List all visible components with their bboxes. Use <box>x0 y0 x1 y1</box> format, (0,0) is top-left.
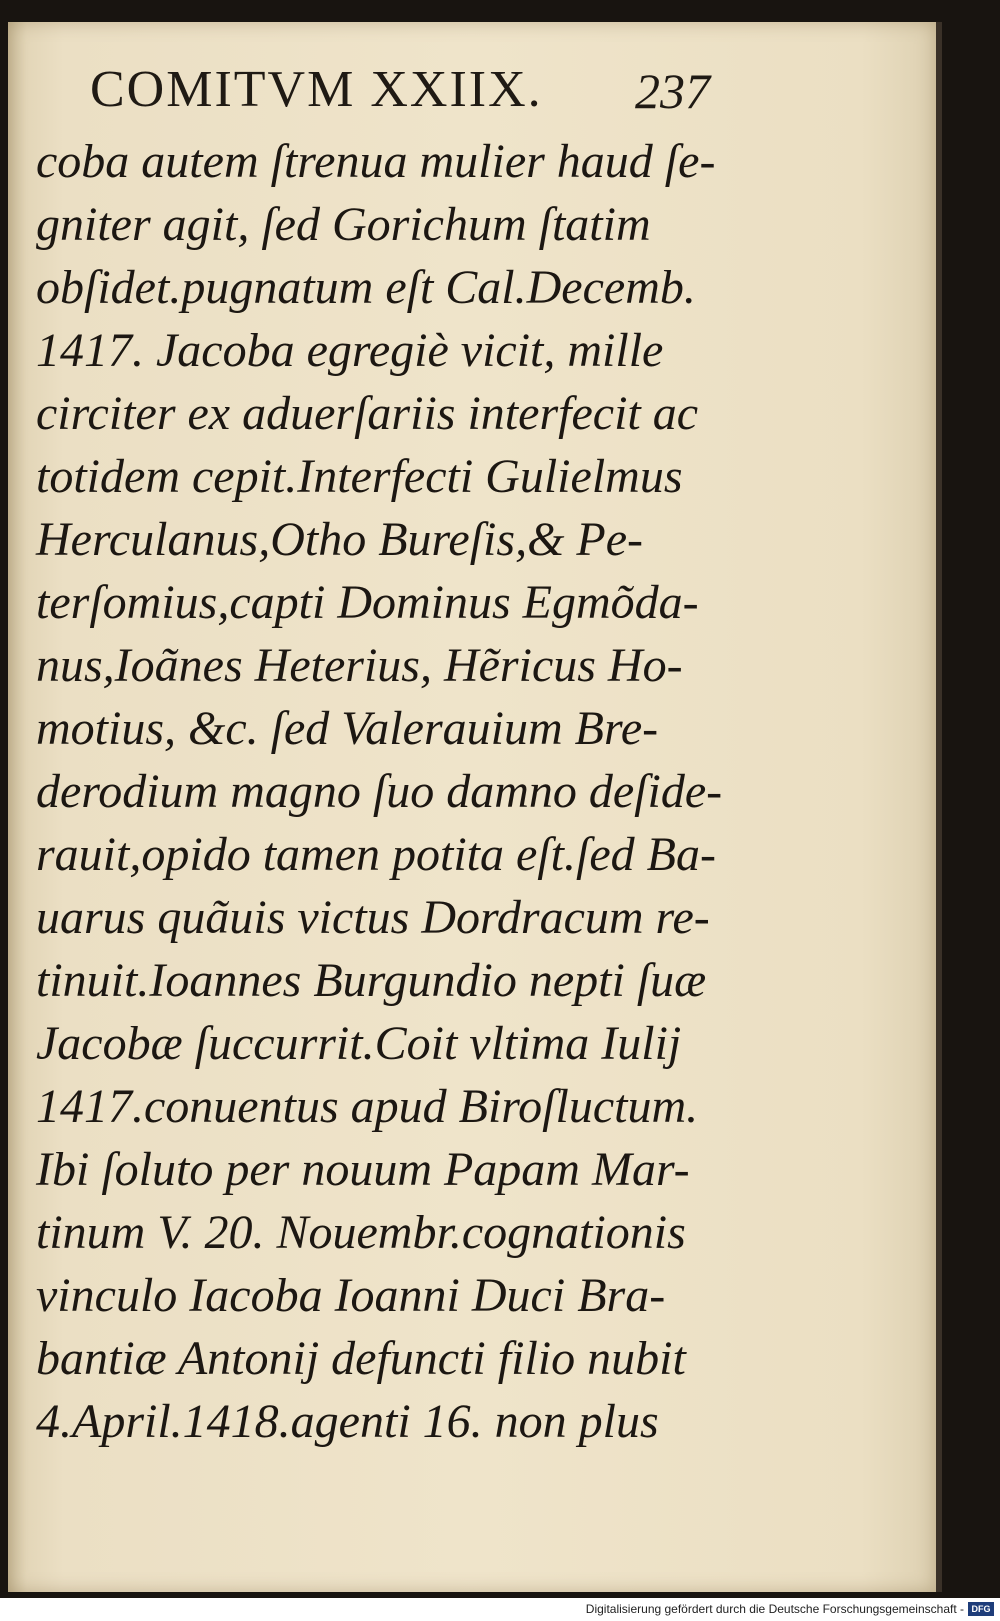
text-line: vinculo Iacoba Ioanni Duci Bra- <box>36 1269 666 1322</box>
text-line: circiter ex aduerſariis interfecit ac <box>36 387 699 440</box>
text-line: terſomius,capti Dominus Egmõda- <box>36 576 699 629</box>
text-line: Ibi ſoluto per nouum Papam Mar- <box>36 1143 690 1196</box>
text-line: 4.April.1418.agenti 16. non plus <box>36 1395 659 1448</box>
text-line: obſidet.pugnatum eſt Cal.Decemb. <box>36 261 696 314</box>
text-line: tinum V. 20. Nouembr.cognationis <box>36 1206 686 1259</box>
dfg-logo: DFG <box>968 1602 994 1616</box>
page-number: 237 <box>635 63 710 119</box>
text-line: nus,Ioãnes Heterius, Hẽricus Ho- <box>36 639 683 692</box>
funding-credit: Digitalisierung gefördert durch die Deutsche Forschungsgemeinschaft - <box>585 1602 964 1616</box>
running-head: COMITVM XXIIX. <box>90 61 543 118</box>
page-edge <box>936 22 942 1592</box>
page-header <box>90 60 710 130</box>
text-line: bantiæ Antonij defuncti filio nubit <box>36 1332 686 1385</box>
text-line: rauit,opido tamen potita eſt.ſed Ba- <box>36 828 716 881</box>
text-line: totidem cepit.Interfecti Gulielmus <box>36 450 683 503</box>
text-line: tinuit.Ioannes Burgundio nepti ſuæ <box>36 954 707 1007</box>
footer-bar <box>0 1598 1000 1621</box>
text-line: Herculanus,Otho Bureſis,& Pe- <box>36 513 644 566</box>
text-line: coba autem ſtrenua mulier haud ſe- <box>36 135 716 188</box>
text-line: uarus quãuis victus Dordracum re- <box>36 891 710 944</box>
text-line: Jacobæ ſuccurrit.Coit vltima Iulij <box>36 1017 682 1070</box>
body-text <box>36 130 723 1453</box>
text-line: gniter agit, ſed Gorichum ſtatim <box>36 198 651 251</box>
text-line: derodium magno ſuo damno deſide- <box>36 765 723 818</box>
text-line: 1417. Jacoba egregiè vicit, mille <box>36 324 664 377</box>
text-line: 1417.conuentus apud Biroſluctum. <box>36 1080 699 1133</box>
text-line: motius, &c. ſed Valerauium Bre- <box>36 702 659 755</box>
